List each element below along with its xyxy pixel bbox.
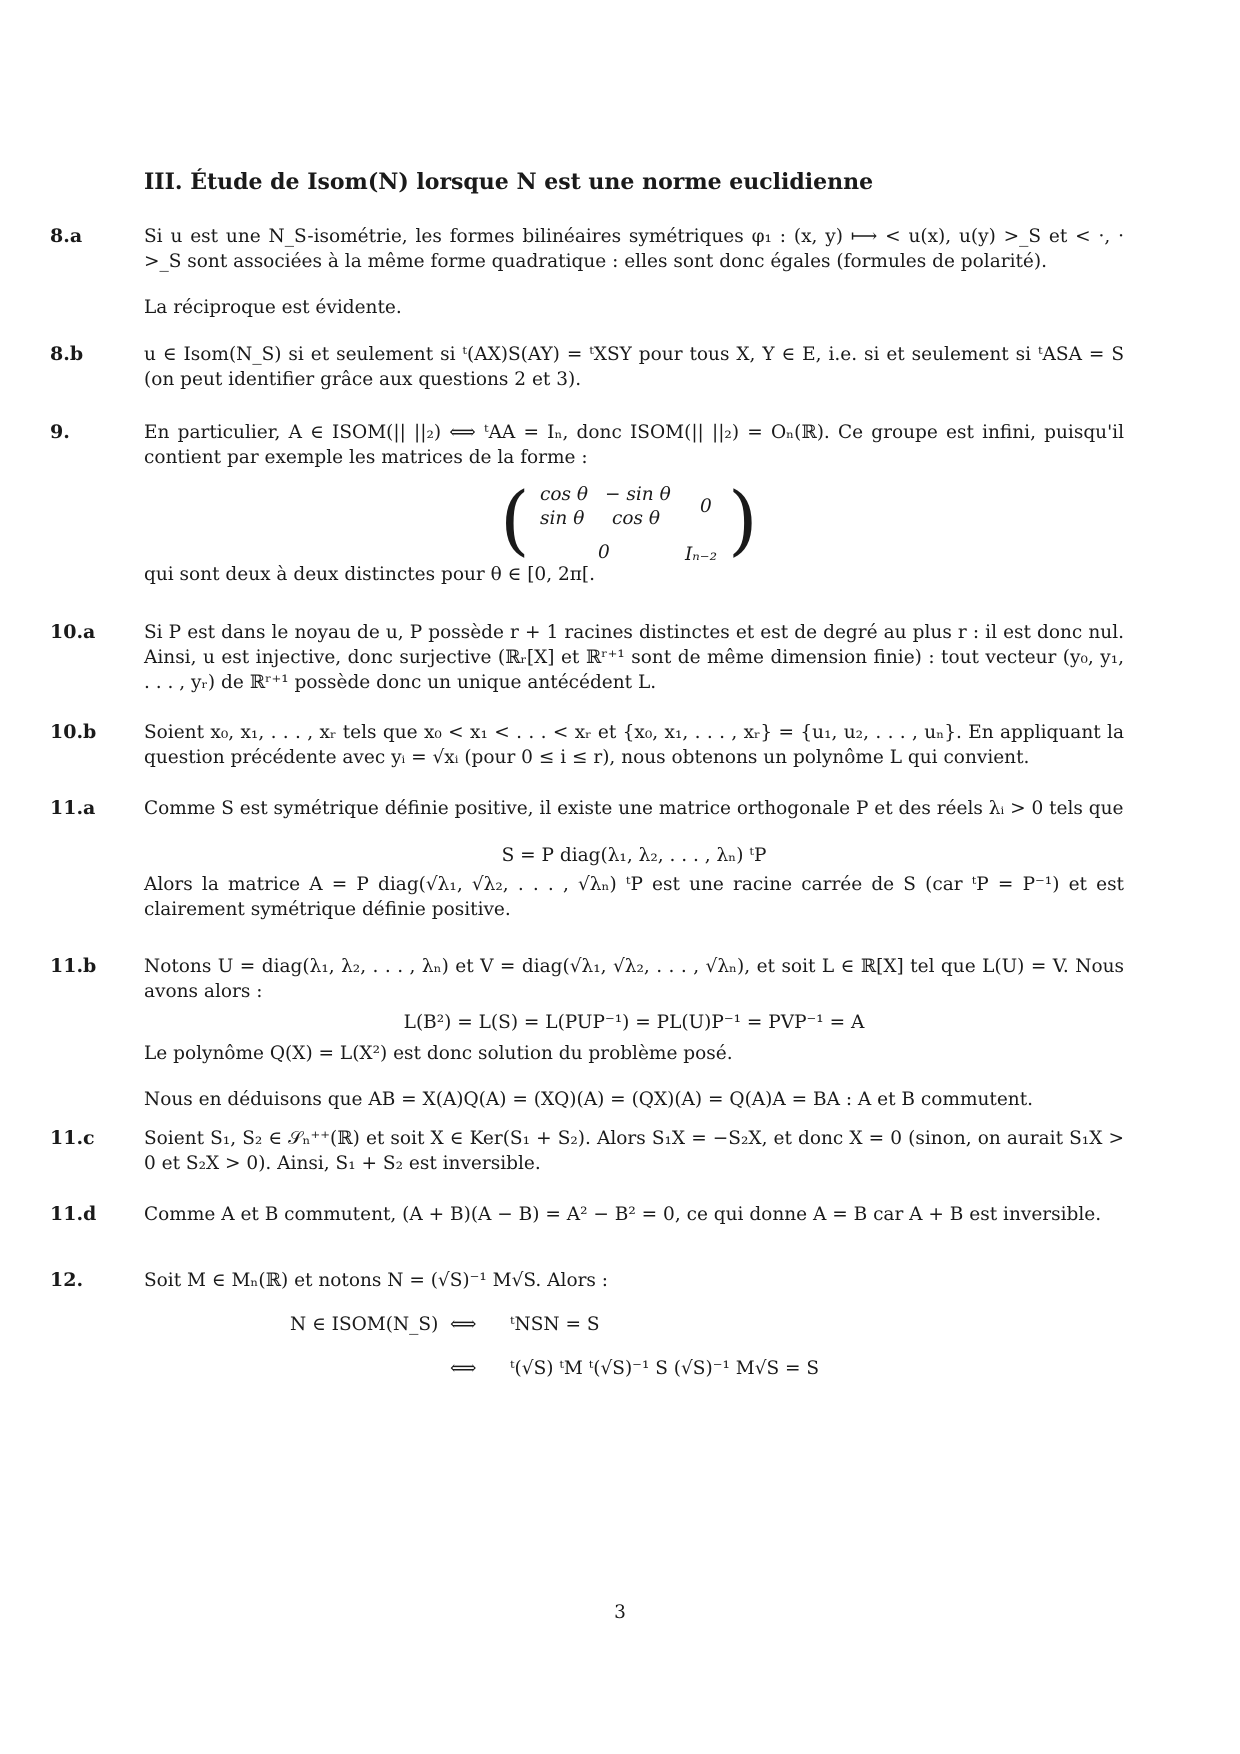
question-number: 10.b xyxy=(50,721,97,743)
matrix-cell: sin θ xyxy=(540,508,585,529)
answer-paragraph: Soient x₀, x₁, . . . , xᵣ tels que x₀ < x₁ < . . . < xᵣ et {x₀, x₁, . . . , xᵣ} = {u₁, u₂, . . . , uₙ}. En appliquant la question précédente avec yᵢ = √xᵢ (pour 0 ≤ i ≤ r), nous obtenons un polynôme L qui convient. xyxy=(144,722,1124,768)
matrix-cell: − sin θ xyxy=(605,484,671,505)
question-number: 8.b xyxy=(50,343,84,365)
question-number: 12. xyxy=(50,1269,84,1291)
answer-paragraph: qui sont deux à deux distinctes pour θ ∈ [0, 2π[. xyxy=(144,564,595,585)
answer-paragraph: Si P est dans le noyau de u, P possède r + 1 racines distinctes et est de degré au plus r : il est donc nul. Ainsi, u est injective, donc surjective (ℝᵣ[X] et ℝʳ⁺¹ sont de même dimension finie) : tout vecteur (y₀, y₁, . . . , yᵣ) de ℝʳ⁺¹ possède donc un unique antécédent L. xyxy=(144,622,1124,693)
equivalence-symbol: ⟺ xyxy=(450,1314,477,1335)
equation-row xyxy=(290,1312,438,1337)
matrix-cell: cos θ xyxy=(612,508,661,529)
answer-paragraph: Nous en déduisons que AB = X(A)Q(A) = (XQ)(A) = (QX)(A) = Q(A)A = BA : A et B commutent. xyxy=(144,1089,1034,1110)
answer-paragraph: Comme S est symétrique définie positive, il existe une matrice orthogonale P et des réels λᵢ > 0 tels que xyxy=(144,798,1124,819)
rotation-matrix: ( ) cos θ − sin θ 0 sin θ cos θ 0 Iₙ₋₂ xyxy=(500,475,758,565)
answer-paragraph: Si u est une N_S-isométrie, les formes bilinéaires symétriques φ₁ : (x, y) ⟼ < u(x), u(y) >_S et < ·, · >_S sont associées à la même forme quadratique : elles sont donc égales (formules de polarité). xyxy=(144,226,1124,272)
page-number: 3 xyxy=(614,1602,626,1623)
equation-lhs: N ∈ ISOM(N_S) xyxy=(290,1314,439,1335)
equation-rhs: ᵗ(√S) ᵗM ᵗ(√S)⁻¹ S (√S)⁻¹ M√S = S xyxy=(510,1358,820,1379)
answer-paragraph: Alors la matrice A = P diag(√λ₁, √λ₂, . . . , √λₙ) ᵗP est une racine carrée de S (car ᵗP = P⁻¹) et est clairement symétrique définie positive. xyxy=(144,874,1124,920)
answer-paragraph: Soient S₁, S₂ ∈ 𝒮ₙ⁺⁺(ℝ) et soit X ∈ Ker(S₁ + S₂). Alors S₁X = −S₂X, et donc X = 0 (sinon, on aurait S₁X > 0 et S₂X > 0). Ainsi, S₁ + S₂ est inversible. xyxy=(144,1128,1124,1174)
question-number: 11.b xyxy=(50,955,97,977)
question-number: 11.c xyxy=(50,1127,95,1149)
question-number: 10.a xyxy=(50,621,96,643)
answer-paragraph: La réciproque est évidente. xyxy=(144,297,402,318)
matrix-cell: 0 xyxy=(700,496,712,517)
display-equation: L(B²) = L(S) = L(PUP⁻¹) = PL(U)P⁻¹ = PVP⁻¹ = A xyxy=(403,1012,865,1033)
answer-paragraph: Le polynôme Q(X) = L(X²) est donc solution du problème posé. xyxy=(144,1043,733,1064)
display-equation: S = P diag(λ₁, λ₂, . . . , λₙ) ᵗP xyxy=(501,845,767,866)
answer-paragraph: u ∈ Isom(N_S) si et seulement si ᵗ(AX)S(AY) = ᵗXSY pour tous X, Y ∈ E, i.e. si et seulement si ᵗASA = S (on peut identifier grâce aux questions 2 et 3). xyxy=(144,344,1124,390)
matrix-cell: cos θ xyxy=(540,484,589,505)
question-number: 9. xyxy=(50,421,70,443)
matrix-cell: Iₙ₋₂ xyxy=(685,544,717,565)
answer-paragraph: Comme A et B commutent, (A + B)(A − B) = A² − B² = 0, ce qui donne A = B car A + B est inversible. xyxy=(144,1204,1102,1225)
answer-paragraph: En particulier, A ∈ ISOM(|| ||₂) ⟺ ᵗAA = Iₙ, donc ISOM(|| ||₂) = Oₙ(ℝ). Ce groupe est infini, puisqu'il contient par exemple les matrices de la forme : xyxy=(144,422,1124,468)
question-number: 11.d xyxy=(50,1203,97,1225)
equation-rhs: ᵗNSN = S xyxy=(510,1314,600,1335)
answer-paragraph: Soit M ∈ Mₙ(ℝ) et notons N = (√S)⁻¹ M√S. Alors : xyxy=(144,1270,609,1291)
equivalence-symbol: ⟺ xyxy=(450,1358,477,1379)
section-title: III. Étude de Isom(N) lorsque N est une norme euclidienne xyxy=(144,169,874,195)
question-number: 8.a xyxy=(50,225,83,247)
matrix-cell: 0 xyxy=(598,542,610,563)
answer-paragraph: Notons U = diag(λ₁, λ₂, . . . , λₙ) et V = diag(√λ₁, √λ₂, . . . , √λₙ), et soit L ∈ ℝ[X] tel que L(U) = V. Nous avons alors : xyxy=(144,956,1124,1002)
question-number: 11.a xyxy=(50,797,96,819)
